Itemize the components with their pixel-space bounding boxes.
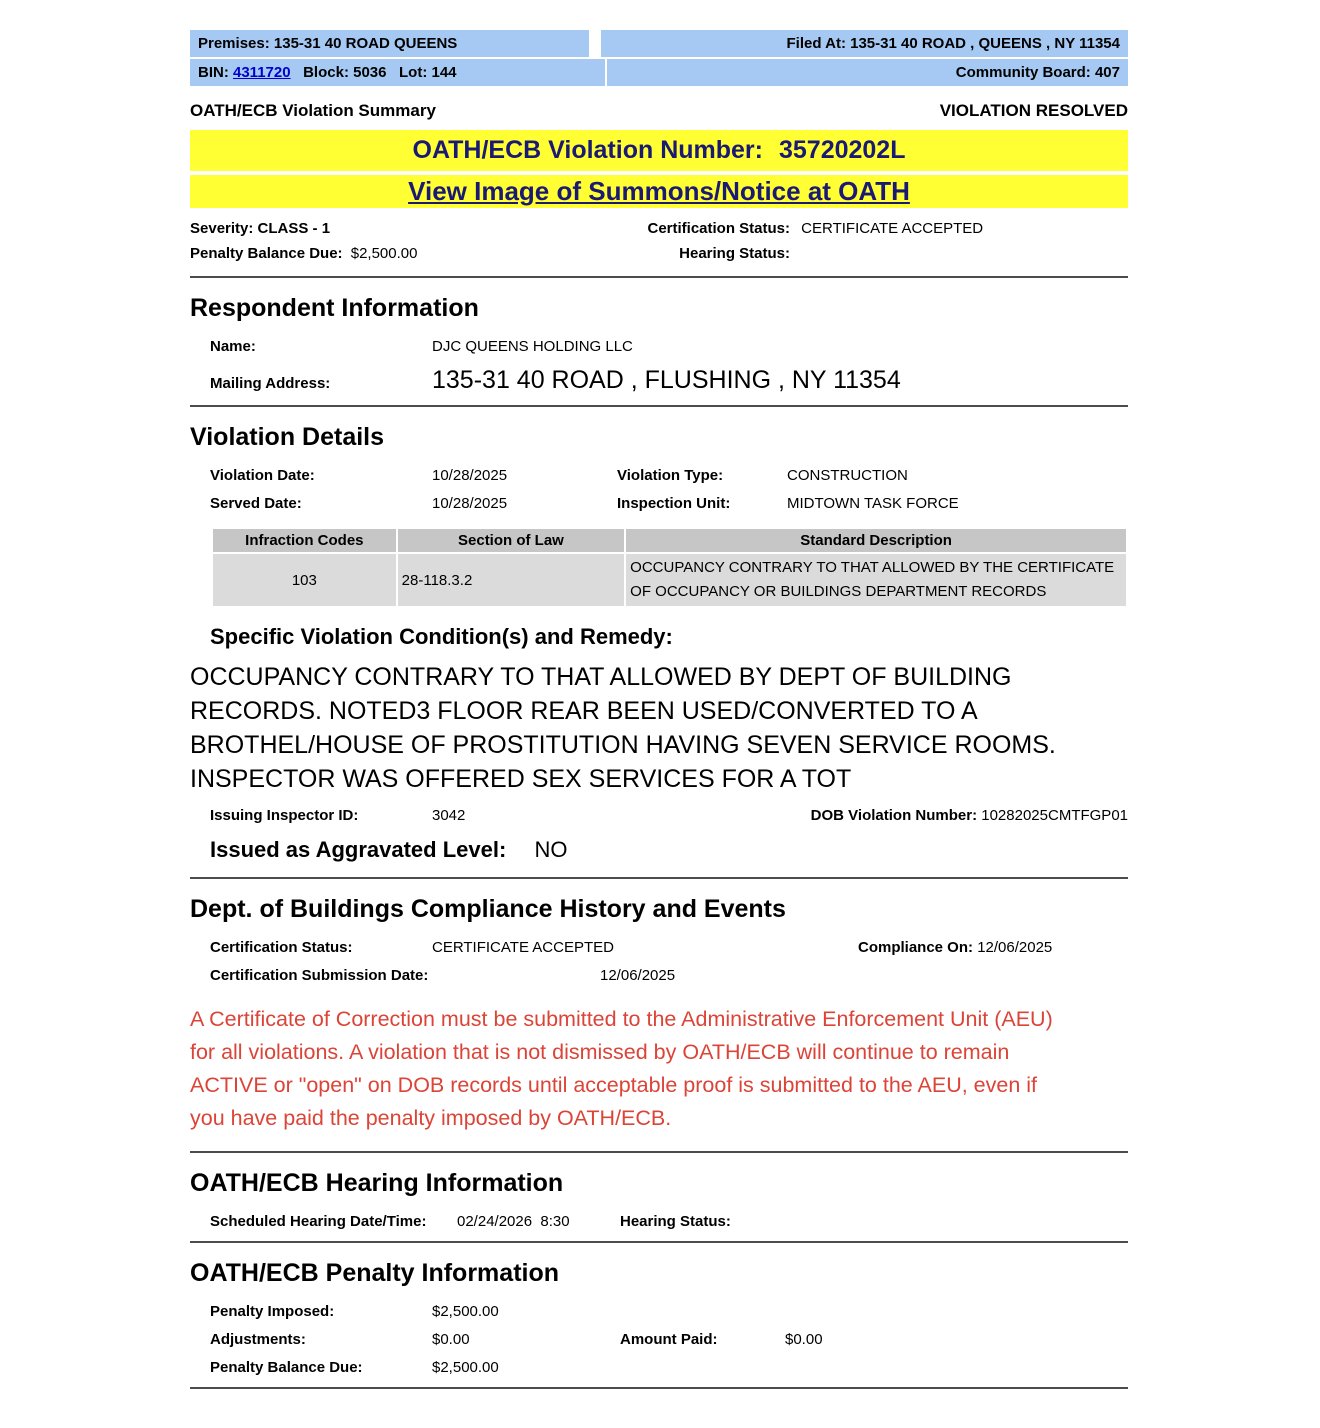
property-info-row-1 bbox=[190, 30, 1128, 57]
block-value: 5036 bbox=[353, 64, 387, 81]
filed-at-cell bbox=[601, 30, 1128, 57]
penalty-balance-value: $2,500.00 bbox=[350, 245, 418, 262]
aggravated-level-value: NO bbox=[534, 837, 568, 862]
lot-value: 144 bbox=[431, 64, 457, 81]
property-info-bar bbox=[190, 30, 1128, 86]
compliance-on-label: Compliance On: bbox=[858, 939, 974, 956]
infraction-table-row bbox=[213, 554, 1126, 606]
block-label: Block: bbox=[303, 64, 349, 81]
amount-paid-label: Amount Paid: bbox=[620, 1331, 718, 1348]
dob-violation-number-pair bbox=[811, 806, 1128, 825]
infraction-table bbox=[211, 527, 1128, 608]
penalty-imposed-row bbox=[190, 1302, 1128, 1321]
scheduled-hearing-label: Scheduled Hearing Date/Time: bbox=[210, 1213, 427, 1230]
respondent-name-row bbox=[190, 337, 1128, 356]
penalty-heading: OATH/ECB Penalty Information bbox=[190, 1259, 560, 1287]
dob-violation-number-label: DOB Violation Number: bbox=[810, 807, 978, 824]
respondent-heading: Respondent Information bbox=[190, 294, 479, 322]
property-info-row-2 bbox=[190, 59, 1128, 86]
violation-type-label: Violation Type: bbox=[617, 467, 724, 484]
infraction-codes-header: Infraction Codes bbox=[213, 529, 396, 552]
issuing-inspector-id-label: Issuing Inspector ID: bbox=[210, 807, 359, 824]
summary-title-row bbox=[190, 101, 1128, 121]
issuing-inspector-id-value: 3042 bbox=[432, 807, 466, 824]
scheduled-hearing-row bbox=[190, 1212, 1128, 1231]
violation-date-label: Violation Date: bbox=[210, 467, 315, 484]
penalty-balance-pair bbox=[190, 241, 627, 266]
standard-description-cell: OCCUPANCY CONTRARY TO THAT ALLOWED BY THE CERTIFICATE OF OCCUPANCY OR BUILDINGS DEPARTMENT RECORDS bbox=[626, 554, 1126, 606]
section-divider bbox=[190, 276, 1128, 278]
bin-label: BIN: bbox=[198, 64, 229, 81]
submission-date-label: Certification Submission Date: bbox=[210, 967, 429, 984]
penalty-balance-due-value: $2,500.00 bbox=[432, 1359, 499, 1376]
status-block bbox=[190, 216, 1128, 266]
section-divider bbox=[190, 1387, 1128, 1389]
adjustments-row bbox=[190, 1330, 1128, 1349]
premises-cell bbox=[190, 30, 589, 57]
condition-heading: Specific Violation Condition(s) and Remedy: bbox=[210, 624, 673, 649]
summons-link-banner bbox=[190, 175, 1128, 208]
aggravated-level-row bbox=[190, 837, 1128, 863]
penalty-balance-due-label: Penalty Balance Due: bbox=[210, 1359, 363, 1376]
violation-summary-page bbox=[190, 30, 1128, 1389]
compliance-heading: Dept. of Buildings Compliance History and Events bbox=[190, 895, 786, 923]
hearing-status-label: Hearing Status: bbox=[679, 245, 790, 262]
community-board-value: 407 bbox=[1094, 64, 1120, 81]
section-divider bbox=[190, 405, 1128, 407]
name-label: Name: bbox=[210, 338, 256, 355]
topbar-gap bbox=[589, 30, 601, 57]
status-row-1 bbox=[190, 216, 1128, 241]
certification-status-value: CERTIFICATE ACCEPTED bbox=[801, 220, 984, 237]
inspection-unit-label: Inspection Unit: bbox=[617, 495, 731, 512]
inspection-unit-value: MIDTOWN TASK FORCE bbox=[787, 495, 959, 512]
inspector-row bbox=[190, 806, 1128, 825]
infraction-table-header-row bbox=[213, 529, 1126, 552]
community-board-label: Community Board: bbox=[955, 64, 1091, 81]
resolution-status-badge: VIOLATION RESOLVED bbox=[939, 101, 1128, 120]
violation-date-row bbox=[190, 466, 1128, 485]
penalty-balance-due-row bbox=[190, 1358, 1128, 1377]
penalty-imposed-label: Penalty Imposed: bbox=[210, 1303, 335, 1320]
compliance-status-row bbox=[190, 938, 1128, 957]
submission-date-row bbox=[190, 966, 1128, 985]
certification-status-label: Certification Status: bbox=[647, 220, 790, 237]
status-row-2 bbox=[190, 241, 1128, 266]
section-divider bbox=[190, 1151, 1128, 1153]
adjustments-label: Adjustments: bbox=[210, 1331, 306, 1348]
violation-number-label: OATH/ECB Violation Number: bbox=[412, 136, 763, 164]
violation-number-banner bbox=[190, 130, 1128, 171]
violation-details-heading: Violation Details bbox=[190, 423, 385, 451]
submission-date-value: 12/06/2025 bbox=[600, 967, 676, 984]
page-title: OATH/ECB Violation Summary bbox=[190, 101, 436, 120]
served-date-label: Served Date: bbox=[210, 495, 302, 512]
mailing-address-label: Mailing Address: bbox=[210, 375, 331, 392]
name-value: DJC QUEENS HOLDING LLC bbox=[432, 338, 633, 355]
lot-label: Lot: bbox=[399, 64, 428, 81]
compliance-certification-status-value: CERTIFICATE ACCEPTED bbox=[432, 939, 614, 956]
mailing-address-value: 135-31 40 ROAD , FLUSHING , NY 11354 bbox=[432, 366, 901, 394]
severity-value: CLASS - 1 bbox=[257, 220, 331, 237]
penalty-imposed-value: $2,500.00 bbox=[432, 1303, 499, 1320]
amount-paid-value: $0.00 bbox=[785, 1331, 823, 1348]
scheduled-hearing-value: 02/24/2026 8:30 bbox=[457, 1213, 570, 1230]
premises-label: Premises: bbox=[198, 35, 270, 52]
severity-pair bbox=[190, 216, 627, 241]
served-date-value: 10/28/2025 bbox=[432, 495, 508, 512]
violation-type-value: CONSTRUCTION bbox=[787, 467, 908, 484]
section-divider bbox=[190, 877, 1128, 879]
premises-value: 135-31 40 ROAD QUEENS bbox=[273, 35, 458, 52]
aggravated-level-label: Issued as Aggravated Level: bbox=[210, 837, 507, 862]
compliance-certification-status-label: Certification Status: bbox=[210, 939, 353, 956]
section-of-law-cell: 28-118.3.2 bbox=[398, 554, 625, 606]
compliance-on-value: 12/06/2025 bbox=[977, 939, 1053, 956]
compliance-on-pair bbox=[858, 938, 1052, 957]
violation-date-value: 10/28/2025 bbox=[432, 467, 508, 484]
standard-description-header: Standard Description bbox=[626, 529, 1126, 552]
certification-status-pair bbox=[627, 216, 983, 241]
hearing-status-pair bbox=[627, 241, 797, 266]
hearing-heading: OATH/ECB Hearing Information bbox=[190, 1169, 564, 1197]
bin-block-lot-cell bbox=[190, 59, 605, 86]
adjustments-value: $0.00 bbox=[432, 1331, 470, 1348]
violation-condition-text: OCCUPANCY CONTRARY TO THAT ALLOWED BY DEPT OF BUILDING RECORDS. NOTED3 FLOOR REAR BEEN USED/CONVERTED TO A BROTHEL/HOUSE OF PROSTITUTION HAVING SEVEN SERVICE ROOMS. INSPECTOR WAS OFFERED SEX SERVICES FOR A TOT bbox=[190, 663, 1056, 793]
filed-at-value: 135-31 40 ROAD , QUEENS , NY 11354 bbox=[850, 35, 1120, 52]
community-board-cell bbox=[607, 59, 1128, 86]
hearing-info-status-label: Hearing Status: bbox=[620, 1213, 731, 1230]
filed-at-label: Filed At: bbox=[786, 35, 846, 52]
served-date-row bbox=[190, 494, 1128, 513]
section-of-law-header: Section of Law bbox=[398, 529, 625, 552]
severity-label: Severity: bbox=[190, 220, 254, 237]
summons-image-link[interactable]: View Image of Summons/Notice at OATH bbox=[408, 176, 910, 206]
section-divider bbox=[190, 1241, 1128, 1243]
certificate-correction-notice: A Certificate of Correction must be submitted to the Administrative Enforcement Unit (AEU) for all violations. A violation that is not dismissed by OATH/ECB will continue to remain ACTIVE or "open" on DOB records until acceptable proof is submitted to the AEU, even if you have paid the penalty imposed by OATH/ECB. bbox=[190, 1007, 1053, 1130]
respondent-mailing-row bbox=[190, 365, 1128, 395]
infraction-code-cell: 103 bbox=[213, 554, 396, 606]
penalty-balance-label: Penalty Balance Due: bbox=[190, 245, 343, 262]
violation-number-value: 35720202L bbox=[778, 136, 906, 164]
dob-violation-number-value: 10282025CMTFGP01 bbox=[981, 807, 1128, 824]
bin-link[interactable]: 4311720 bbox=[233, 64, 291, 81]
